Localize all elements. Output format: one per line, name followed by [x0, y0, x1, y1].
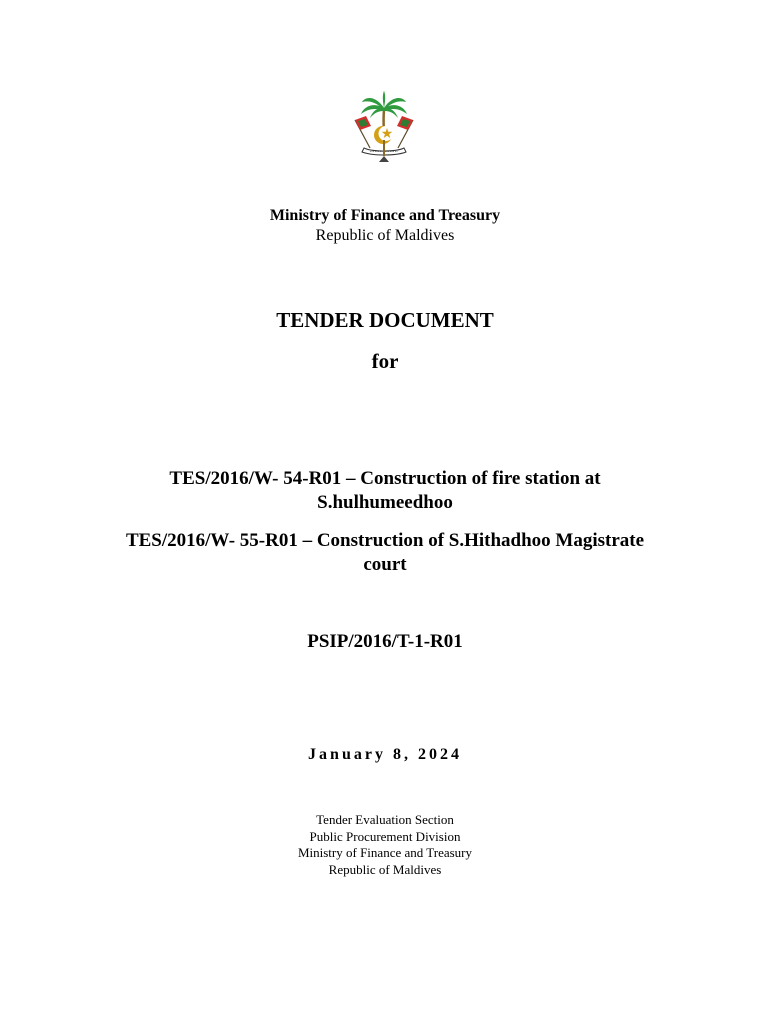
reference-number: PSIP/2016/T-1-R01 [307, 631, 463, 652]
project-entry [0, 529, 770, 577]
project-line: court [363, 554, 407, 575]
project-line: S.hulhumeedhoo [317, 492, 453, 513]
document-title-for: for [371, 349, 399, 373]
document-title: TENDER DOCUMENT [276, 308, 494, 332]
issuer-footer [0, 812, 770, 878]
project-line: TES/2016/W- 54-R01 – Construction of fire station at [169, 468, 601, 489]
ministry-name: Ministry of Finance and Treasury [269, 207, 501, 224]
maldives-emblem-icon [346, 90, 422, 166]
footer-ministry: Ministry of Finance and Treasury [297, 845, 473, 860]
country-name: Republic of Maldives [315, 227, 455, 244]
footer-section: Tender Evaluation Section [316, 812, 454, 827]
document-date: January 8, 2024 [308, 746, 462, 763]
footer-country: Republic of Maldives [328, 861, 442, 877]
footer-division: Public Procurement Division [309, 828, 461, 844]
project-line: TES/2016/W- 55-R01 – Construction of S.Hithadhoo Magistrate [125, 530, 645, 551]
project-entry [0, 467, 770, 515]
